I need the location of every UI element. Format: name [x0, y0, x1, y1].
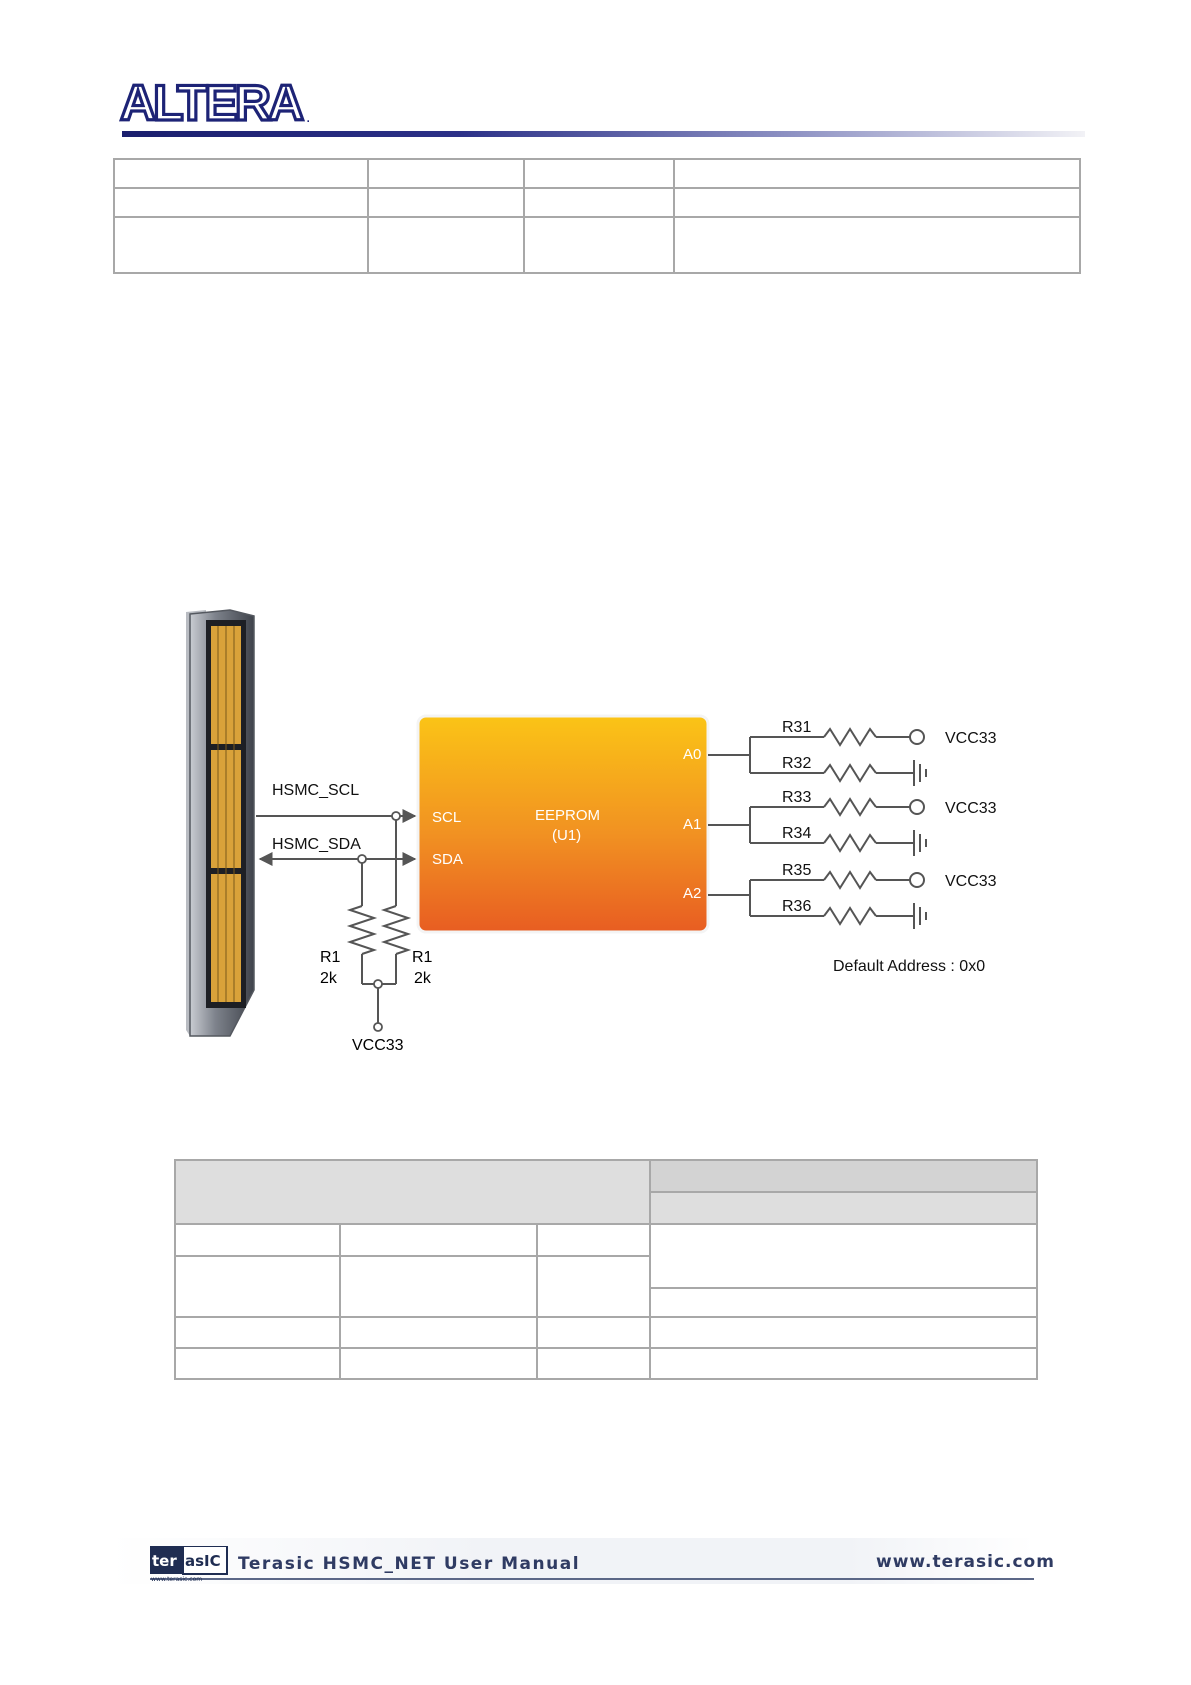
table-header-row — [175, 1160, 1037, 1192]
bottom-table — [174, 1159, 1038, 1380]
table-cell — [175, 1348, 340, 1379]
table-cell — [524, 159, 674, 188]
table-cell — [368, 159, 524, 188]
altera-logo — [118, 76, 318, 128]
table-cell — [340, 1317, 537, 1348]
table-row — [114, 217, 1080, 273]
table-cell — [674, 217, 1080, 273]
resistor-label-r34: R34 — [782, 825, 812, 842]
footer-url[interactable]: www.terasic.com — [876, 1552, 1055, 1572]
vcc-terminals — [910, 730, 924, 887]
table-row — [175, 1224, 1037, 1256]
table-cell — [524, 188, 674, 217]
table-cell — [674, 159, 1080, 188]
table-cell — [175, 1317, 340, 1348]
table-cell — [368, 188, 524, 217]
table-row — [175, 1348, 1037, 1379]
table-cell — [537, 1348, 650, 1379]
chip-pin-a0: A0 — [683, 746, 702, 763]
footer-title: Terasic HSMC_NET User Manual — [238, 1554, 581, 1574]
table-cell — [114, 188, 368, 217]
table-cell — [537, 1256, 650, 1317]
vcc-label-a0: VCC33 — [945, 730, 997, 747]
chip-pin-a2: A2 — [683, 885, 702, 902]
chip-name: EEPROM — [535, 807, 601, 824]
table-cell — [650, 1288, 1037, 1317]
table-cell — [650, 1348, 1037, 1379]
logo-text-asic: asIC — [185, 1552, 221, 1570]
table-cell — [175, 1256, 340, 1317]
terasic-logo — [150, 1546, 228, 1582]
table-cell — [340, 1348, 537, 1379]
r1-right-ref: R1 — [412, 949, 433, 966]
pullup-supply-label: VCC33 — [352, 1037, 404, 1054]
chip-pin-a1: A1 — [683, 816, 702, 833]
table-header-cell — [650, 1160, 1037, 1192]
r1-left-ref: R1 — [320, 949, 341, 966]
table-cell — [175, 1224, 340, 1256]
table-cell — [114, 217, 368, 273]
eeprom-schematic — [170, 600, 1030, 1060]
hsmc-connector-image — [186, 610, 254, 1036]
header-rule — [122, 131, 1085, 137]
table-cell — [650, 1224, 1037, 1288]
table-row — [175, 1317, 1037, 1348]
address-network — [708, 729, 926, 929]
resistor-label-r31: R31 — [782, 719, 812, 736]
table-header-cell — [650, 1192, 1037, 1224]
r1-left-value: 2k — [320, 970, 337, 987]
table-cell — [674, 188, 1080, 217]
chip-pin-scl: SCL — [432, 809, 462, 826]
table-row — [114, 159, 1080, 188]
altera-logo-text: ALTERA — [120, 76, 302, 128]
chip-ref: (U1) — [552, 827, 582, 844]
vcc-label-a2: VCC33 — [945, 873, 997, 890]
table-cell — [340, 1256, 537, 1317]
resistor-label-r36: R36 — [782, 898, 812, 915]
default-address-label: Default Address : 0x0 — [833, 958, 986, 975]
table-header-cell — [175, 1160, 650, 1224]
r1-right-value: 2k — [414, 970, 431, 987]
chip-pin-sda: SDA — [432, 851, 463, 868]
table-cell — [537, 1224, 650, 1256]
resistor-label-r33: R33 — [782, 789, 812, 806]
footer-rule — [150, 1578, 1034, 1580]
table-row — [114, 188, 1080, 217]
table-cell — [368, 217, 524, 273]
table-cell — [524, 217, 674, 273]
table-cell — [650, 1317, 1037, 1348]
hsmc-scl-label: HSMC_SCL — [272, 782, 360, 799]
eeprom-chip — [418, 716, 708, 932]
logo-text-ter: ter — [152, 1552, 177, 1570]
resistor-label-r35: R35 — [782, 862, 812, 879]
logo-url: www.terasic.com — [151, 1576, 203, 1582]
table-cell — [114, 159, 368, 188]
top-table — [113, 158, 1081, 274]
registered-mark: . — [306, 109, 311, 126]
table-cell — [537, 1317, 650, 1348]
resistor-label-r32: R32 — [782, 755, 812, 772]
table-cell — [340, 1224, 537, 1256]
vcc-label-a1: VCC33 — [945, 800, 997, 817]
hsmc-sda-label: HSMC_SDA — [272, 836, 361, 853]
